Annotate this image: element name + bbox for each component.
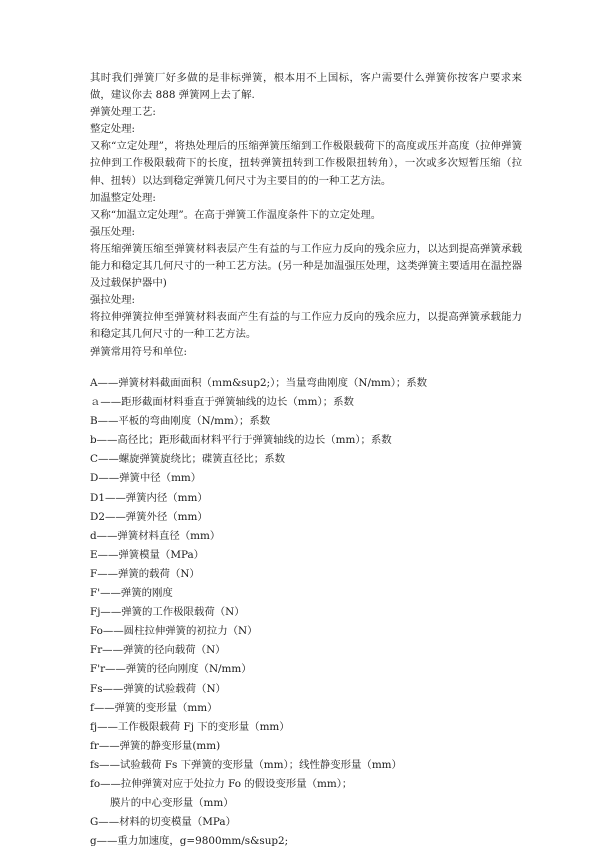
symbol-item-continuation: 膜片的中心变形量（mm） — [110, 797, 234, 810]
symbol-item: fs——试验载荷 Fs 下弹簧的变形量（mm）；线性静变形量（mm） — [90, 758, 402, 771]
symbol-item: fj——工作极限载荷 Fj 下的变形量（mm） — [90, 720, 290, 733]
symbol-item: B——平板的弯曲刚度（N/mm）；系数 — [90, 415, 271, 428]
symbol-item: F'r——弹簧的径向刚度（N/mm） — [90, 663, 252, 676]
symbol-item: d——弹簧材料直径（mm） — [90, 529, 221, 542]
setting-heading: 整定处理: — [90, 123, 136, 136]
symbol-item: D2——弹簧外径（mm） — [90, 510, 208, 523]
intro-paragraph: 其时我们弹簧厂好多做的是非标弹簧，根本用不上国标，客户需要什么弹簧你按客户要求来做，建议你去 888 弹簧网上去了解. — [90, 72, 522, 102]
symbol-item: f——弹簧的变形量（mm） — [90, 701, 218, 714]
symbol-item: F——弹簧的载荷（N） — [90, 567, 200, 580]
symbols-list — [90, 374, 522, 851]
symbol-item: G——材料的切变模量（MPa） — [90, 816, 236, 829]
setting-text: 又称“立定处理”，将热处理后的压缩弹簧压缩到工作极限载荷下的高度或压并高度（拉伸弹簧拉伸到工作极限载荷下的长度，扭转弹簧扭转到工作极限扭转角），一次或多次短暂压缩（拉伸、扭转）以达到稳定弹簧几何尺寸为主要目的的一种工艺方法。 — [90, 140, 522, 187]
symbol-item: ａ——距形截面材料垂直于弹簧轴线的边长（mm）；系数 — [90, 396, 354, 409]
symbol-item: F'——弹簧的刚度 — [90, 587, 173, 600]
symbol-item: fo——拉伸弹簧对应于处拉力 Fo 的假设变形量（mm）； — [90, 777, 353, 790]
symbol-item: fr——弹簧的静变形量(mm) — [90, 739, 221, 752]
heated-setting-heading: 加温整定处理: — [90, 191, 156, 204]
symbol-item: Fs——弹簧的试验载荷（N） — [90, 682, 226, 695]
prestressing-text: 将压缩弹簧压缩至弹簧材料表层产生有益的与工作应力反向的残余应力，以达到提高弹簧承载能力和稳定其几何尺寸的一种工艺方法。(另一种是加温强压处理，这类弹簧主要适用在温控器及过载保护器中) — [90, 242, 522, 290]
symbol-item: Fo——圆柱拉伸弹簧的初拉力（N） — [90, 625, 258, 638]
symbol-item: C——螺旋弹簧旋绕比；碟簧直径比；系数 — [90, 453, 285, 466]
process-section — [90, 70, 522, 361]
tension-prestressing-heading: 强拉处理: — [90, 294, 136, 307]
symbols-title: 弹簧常用符号和单位: — [90, 345, 188, 358]
symbol-item: E——弹簧模量（MPa） — [90, 548, 205, 561]
tension-prestressing-text: 将拉伸弹簧拉伸至弹簧材料表面产生有益的与工作应力反向的残余应力，以提高弹簧承载能力和稳定其几何尺寸的一种工艺方法。 — [90, 311, 522, 341]
process-title: 弹簧处理工艺: — [90, 106, 156, 119]
symbol-item: Fr——弹簧的径向载荷（N） — [90, 644, 226, 657]
heated-setting-text: 又称“加温立定处理”。在高于弹簧工作温度条件下的立定处理。 — [90, 208, 382, 221]
symbol-item: b——高径比；距形截面材料平行于弹簧轴线的边长（mm）；系数 — [90, 434, 392, 447]
symbol-item: g——重力加速度，g=9800mm/s&sup2; — [90, 835, 289, 848]
symbol-item: D1——弹簧内径（mm） — [90, 491, 208, 504]
prestressing-heading: 强压处理: — [90, 225, 136, 238]
symbol-item: Fj——弹簧的工作极限载荷（N） — [90, 606, 245, 619]
symbol-item: A——弹簧材料截面面积（ｍm&sup2;）；当量弯曲刚度（N/mm）；系数 — [90, 377, 428, 389]
symbol-item: D——弹簧中径（mm） — [90, 472, 202, 485]
